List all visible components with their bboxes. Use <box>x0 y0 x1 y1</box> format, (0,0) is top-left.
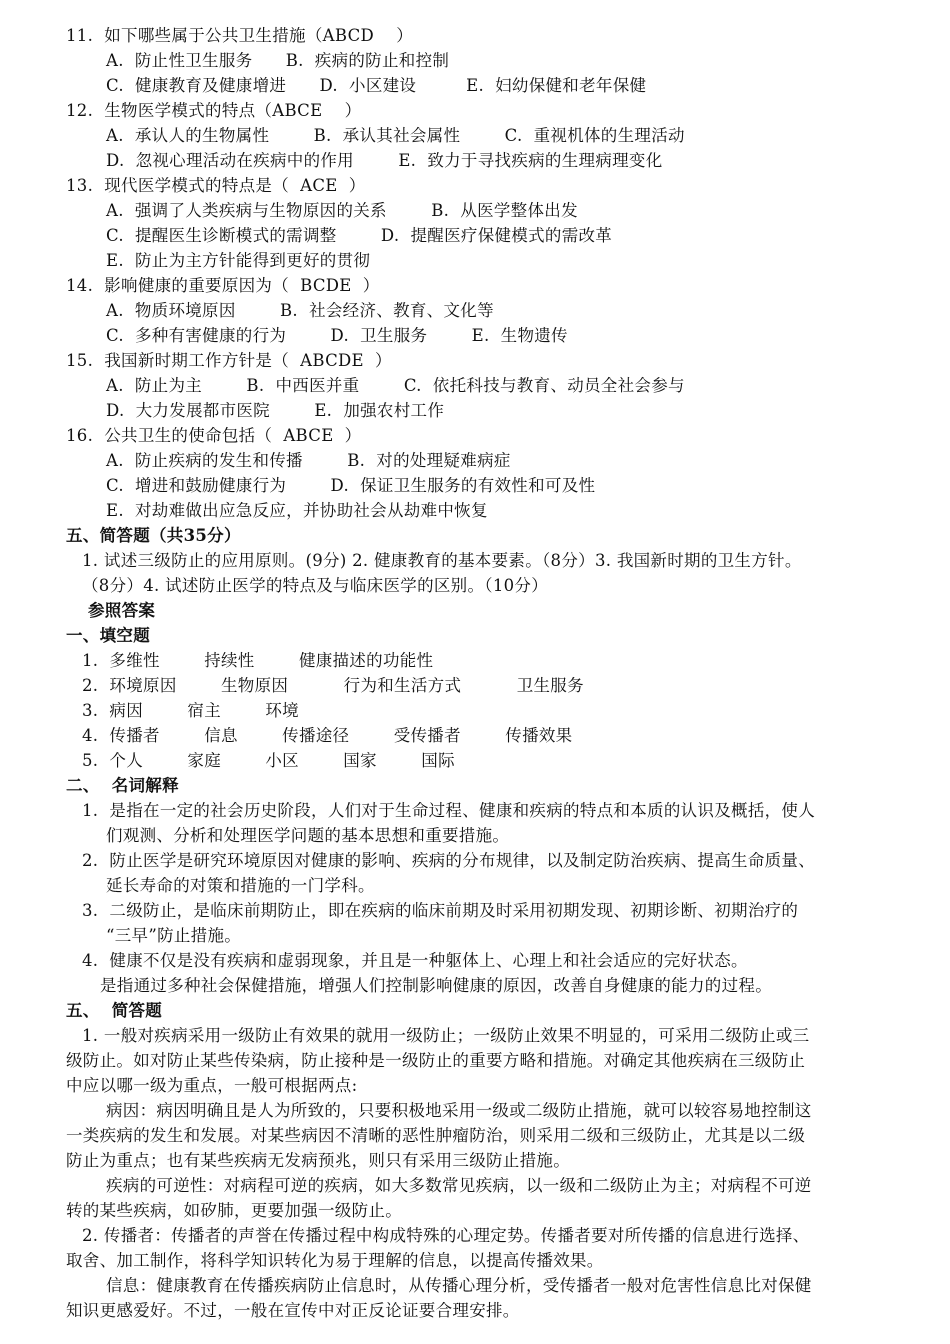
short-answer-heading: 五、 简答题 <box>66 1001 163 1020</box>
question-15-options-2: D. 大力发展都市医院 E. 加强农村工作 <box>106 401 445 420</box>
fill-answer-4: 4. 传播者 信息 传播途径 受传播者 传播效果 <box>82 726 573 745</box>
term-answer-4-line-1: 4. 健康不仅是没有疾病和虚弱现象，并且是一种躯体上、心理上和社会适应的完好状态。 <box>82 951 748 970</box>
short-answer-1-line-6: 防止为重点；也有某些疾病无发病预兆，则只有采用三级防止措施。 <box>66 1151 570 1170</box>
question-13-options-3: E. 防止为主方针能得到更好的贯彻 <box>106 251 371 270</box>
question-16-options-2: C. 增进和鼓励健康行为 D. 保证卫生服务的有效性和可及性 <box>106 476 596 495</box>
question-13-options-1: A. 强调了人类疾病与生物原因的关系 B. 从医学整体出发 <box>106 201 578 220</box>
question-11-options-1: A. 防止性卫生服务 B. 疾病的防止和控制 <box>106 51 450 70</box>
fill-answer-1: 1. 多维性 持续性 健康描述的功能性 <box>82 651 434 670</box>
fill-answer-3: 3. 病因 宿主 环境 <box>82 701 299 720</box>
short-answer-1-line-4: 病因：病因明确且是人为所致的，只要积极地采用一级或二级防止措施，就可以较容易地控制这 <box>106 1101 812 1120</box>
question-13-stem: 13. 现代医学模式的特点是（ ACE ） <box>66 176 366 195</box>
question-14-options-1: A. 物质环境原因 B. 社会经济、教育、文化等 <box>106 301 494 320</box>
terms-heading: 二、 名词解释 <box>66 776 179 795</box>
term-answer-1-line-1: 1. 是指在一定的社会历史阶段，人们对于生命过程、健康和疾病的特点和本质的认识及概括，使人 <box>82 801 816 820</box>
question-16-options-1: A. 防止疾病的发生和传播 B. 对的处理疑难病症 <box>106 451 511 470</box>
fill-blank-heading: 一、填空题 <box>66 626 150 645</box>
question-14-stem: 14. 影响健康的重要原因为（ BCDE ） <box>66 276 380 295</box>
question-12-options-2: D. 忽视心理活动在疾病中的作用 E. 致力于寻找疾病的生理病理变化 <box>106 151 663 170</box>
short-answer-2-line-4: 知识更感爱好。不过，一般在宣传中对正反论证要合理安排。 <box>66 1301 520 1320</box>
question-12-options-1: A. 承认人的生物属性 B. 承认其社会属性 C. 重视机体的生理活动 <box>106 126 685 145</box>
question-16-stem: 16. 公共卫生的使命包括（ ABCE ） <box>66 426 362 445</box>
short-answer-1-line-7: 疾病的可逆性：对病程可逆的疾病，如大多数常见疾病，以一级和二级防止为主；对病程不可逆 <box>106 1176 812 1195</box>
question-16-options-3: E. 对劫难做出应急反应，并协助社会从劫难中恢复 <box>106 501 488 520</box>
question-11-options-2: C. 健康教育及健康增进 D. 小区建设 E. 妇幼保健和老年保健 <box>106 76 647 95</box>
fill-answer-2: 2. 环境原因 生物原因 行为和生活方式 卫生服务 <box>82 676 584 695</box>
short-answer-questions-line-1: 1. 试述三级防止的应用原则。(9分) 2. 健康教育的基本要素。（8分）3. 我国新时期的卫生方针。 <box>82 551 802 570</box>
short-answer-2-line-2: 取舍、加工制作，将科学知识转化为易于理解的信息，以提高传播效果。 <box>66 1251 604 1270</box>
term-answer-2-line-2: 延长寿命的对策和措施的一门学科。 <box>106 876 375 895</box>
short-answer-2-line-1: 2. 传播者：传播者的声誉在传播过程中构成特殊的心理定势。传播者要对所传播的信息进行选择、 <box>82 1226 810 1245</box>
short-answer-questions-line-2: （8分）4. 试述防止医学的特点及与临床医学的区别。（10分） <box>82 576 549 595</box>
question-12-stem: 12. 生物医学模式的特点（ABCE ） <box>66 101 362 120</box>
section-heading-short-answer: 五、简答题（共35分） <box>66 526 241 545</box>
question-11-stem: 11. 如下哪些属于公共卫生措施（ABCD ） <box>66 26 414 45</box>
short-answer-1-line-2: 级防止。如对防止某些传染病，防止接种是一级防止的重要方略和措施。对确定其他疾病在三级防止 <box>66 1051 806 1070</box>
term-answer-2-line-1: 2. 防止医学是研究环境原因对健康的影响、疾病的分布规律，以及制定防治疾病、提高生命质量、 <box>82 851 816 870</box>
question-13-options-2: C. 提醒医生诊断模式的需调整 D. 提醒医疗保健模式的需改革 <box>106 226 613 245</box>
term-answer-3-line-2: “三早”防止措施。 <box>106 926 242 945</box>
term-answer-3-line-1: 3. 二级防止，是临床前期防止，即在疾病的临床前期及时采用初期发现、初期诊断、初期治疗的 <box>82 901 799 920</box>
answers-heading: 参照答案 <box>88 601 156 620</box>
question-14-options-2: C. 多种有害健康的行为 D. 卫生服务 E. 生物遗传 <box>106 326 568 345</box>
short-answer-1-line-5: 一类疾病的发生和发展。对某些病因不清晰的恶性肿瘤防治，则采用二级和三级防止，尤其是以二级 <box>66 1126 806 1145</box>
short-answer-1-line-3: 中应以哪一级为重点，一般可根据两点: <box>66 1076 358 1095</box>
short-answer-1-line-1: 1. 一般对疾病采用一级防止有效果的就用一级防止；一级防止效果不明显的，可采用二级防止或三 <box>82 1026 810 1045</box>
short-answer-1-line-8: 转的某些疾病，如矽肺，更要加强一级防止。 <box>66 1201 402 1220</box>
fill-answer-5: 5. 个人 家庭 小区 国家 国际 <box>82 751 455 770</box>
short-answer-2-line-3: 信息：健康教育在传播疾病防止信息时，从传播心理分析，受传播者一般对危害性信息比对保健 <box>106 1276 812 1295</box>
term-answer-1-line-2: 们观测、分析和处理医学问题的基本思想和重要措施。 <box>106 826 510 845</box>
term-answer-5-line: 是指通过多种社会保健措施，增强人们控制影响健康的原因，改善自身健康的能力的过程。 <box>100 976 772 995</box>
question-15-options-1: A. 防止为主 B. 中西医并重 C. 依托科技与教育、动员全社会参与 <box>106 376 685 395</box>
question-15-stem: 15. 我国新时期工作方针是（ ABCDE ） <box>66 351 392 370</box>
